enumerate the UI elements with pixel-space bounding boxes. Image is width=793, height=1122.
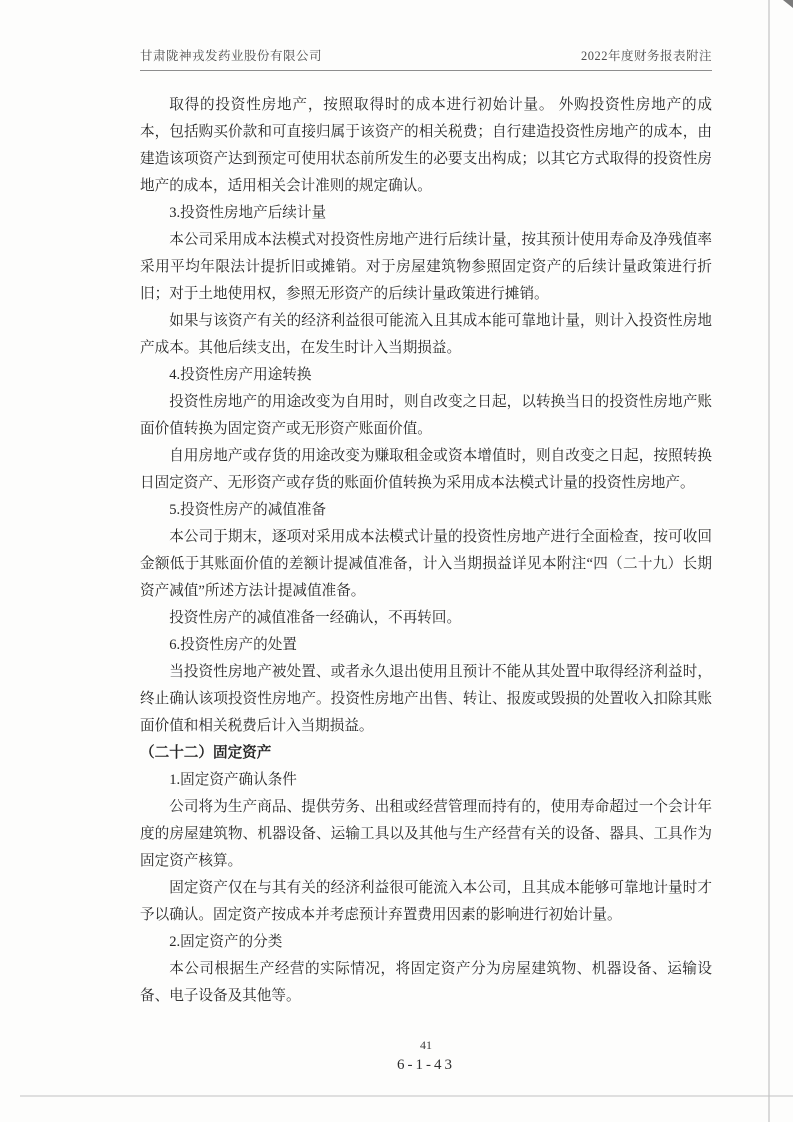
item-heading: 6.投资性房产的处置 bbox=[169, 637, 297, 653]
paragraph: 固定资产仅在与其有关的经济利益很可能流入本公司，且其成本能够可靠地计量时才予以确认。固定资产按成本并考虑预计弃置费用因素的影响进行初始计量。 bbox=[140, 880, 712, 923]
paragraph: 投资性房地产的用途改变为自用时，则自改变之日起，以转换当日的投资性房地产账面价值转换为固定资产或无形资产账面价值。 bbox=[140, 394, 712, 437]
scan-edge-bottom bbox=[20, 1095, 793, 1097]
scan-edge-right bbox=[768, 0, 770, 1122]
paragraph: 本公司根据生产经营的实际情况，将固定资产分为房屋建筑物、机器设备、运输设备、电子设备及其他等。 bbox=[140, 961, 712, 1004]
item-heading: 3.投资性房地产后续计量 bbox=[169, 205, 327, 221]
header-rule bbox=[140, 70, 712, 71]
page-header bbox=[140, 46, 712, 64]
paragraph: 当投资性房地产被处置、或者永久退出使用且预计不能从其处置中取得经济利益时，终止确认该项投资性房地产。投资性房地产出售、转让、报废或毁损的处置收入扣除其账面价值和相关税费后计入当期损益。 bbox=[140, 664, 712, 734]
item-heading: 2.固定资产的分类 bbox=[169, 934, 283, 950]
scan-corner-artifact bbox=[783, 0, 793, 8]
page-number: 41 bbox=[420, 1038, 432, 1052]
doc-page-number: 6-1-43 bbox=[397, 1057, 455, 1073]
paragraph: 本公司于期末，逐项对采用成本法模式计量的投资性房地产进行全面检查，按可收回金额低于其账面价值的差额计提减值准备，计入当期损益详见本附注“四（二十九）长期资产减值”所述方法计提减值准备。 bbox=[140, 529, 712, 599]
paragraph: 如果与该资产有关的经济利益很可能流入且其成本能可靠地计量，则计入投资性房地产成本。其他后续支出，在发生时计入当期损益。 bbox=[140, 313, 712, 356]
section-heading: （二十二）固定资产 bbox=[140, 745, 272, 761]
item-heading: 5.投资性房产的减值准备 bbox=[169, 502, 327, 518]
item-heading: 1.固定资产确认条件 bbox=[169, 772, 297, 788]
item-heading: 4.投资性房产用途转换 bbox=[169, 367, 312, 383]
document-body bbox=[140, 92, 712, 1010]
paragraph: 投资性房产的减值准备一经确认，不再转回。 bbox=[169, 610, 462, 626]
paragraph: 自用房地产或存货的用途改变为赚取租金或资本增值时，则自改变之日起，按照转换日固定资产、无形资产或存货的账面价值转换为采用成本法模式计量的投资性房地产。 bbox=[140, 448, 712, 491]
header-company-name: 甘肃陇神戎发药业股份有限公司 bbox=[140, 49, 323, 63]
paragraph: 公司将为生产商品、提供劳务、出租或经营管理而持有的，使用寿命超过一个会计年度的房屋建筑物、机器设备、运输工具以及其他与生产经营有关的设备、器具、工具作为固定资产核算。 bbox=[140, 799, 712, 869]
paragraph: 本公司采用成本法模式对投资性房地产进行后续计量，按其预计使用寿命及净残值率采用平均年限法计提折旧或摊销。对于房屋建筑物参照固定资产的后续计量政策进行折旧；对于土地使用权，参照无形资产的后续计量政策进行摊销。 bbox=[140, 232, 712, 302]
header-doc-title: 2022年度财务报表附注 bbox=[580, 49, 712, 63]
paragraph: 取得的投资性房地产，按照取得时的成本进行初始计量。 外购投资性房地产的成本，包括购买价款和可直接归属于该资产的相关税费；自行建造投资性房地产的成本，由建造该项资产达到预定可使用状态前所发生的必要支出构成；以其它方式取得的投资性房地产的成本，适用相关会计准则的规定确认。 bbox=[140, 97, 712, 194]
